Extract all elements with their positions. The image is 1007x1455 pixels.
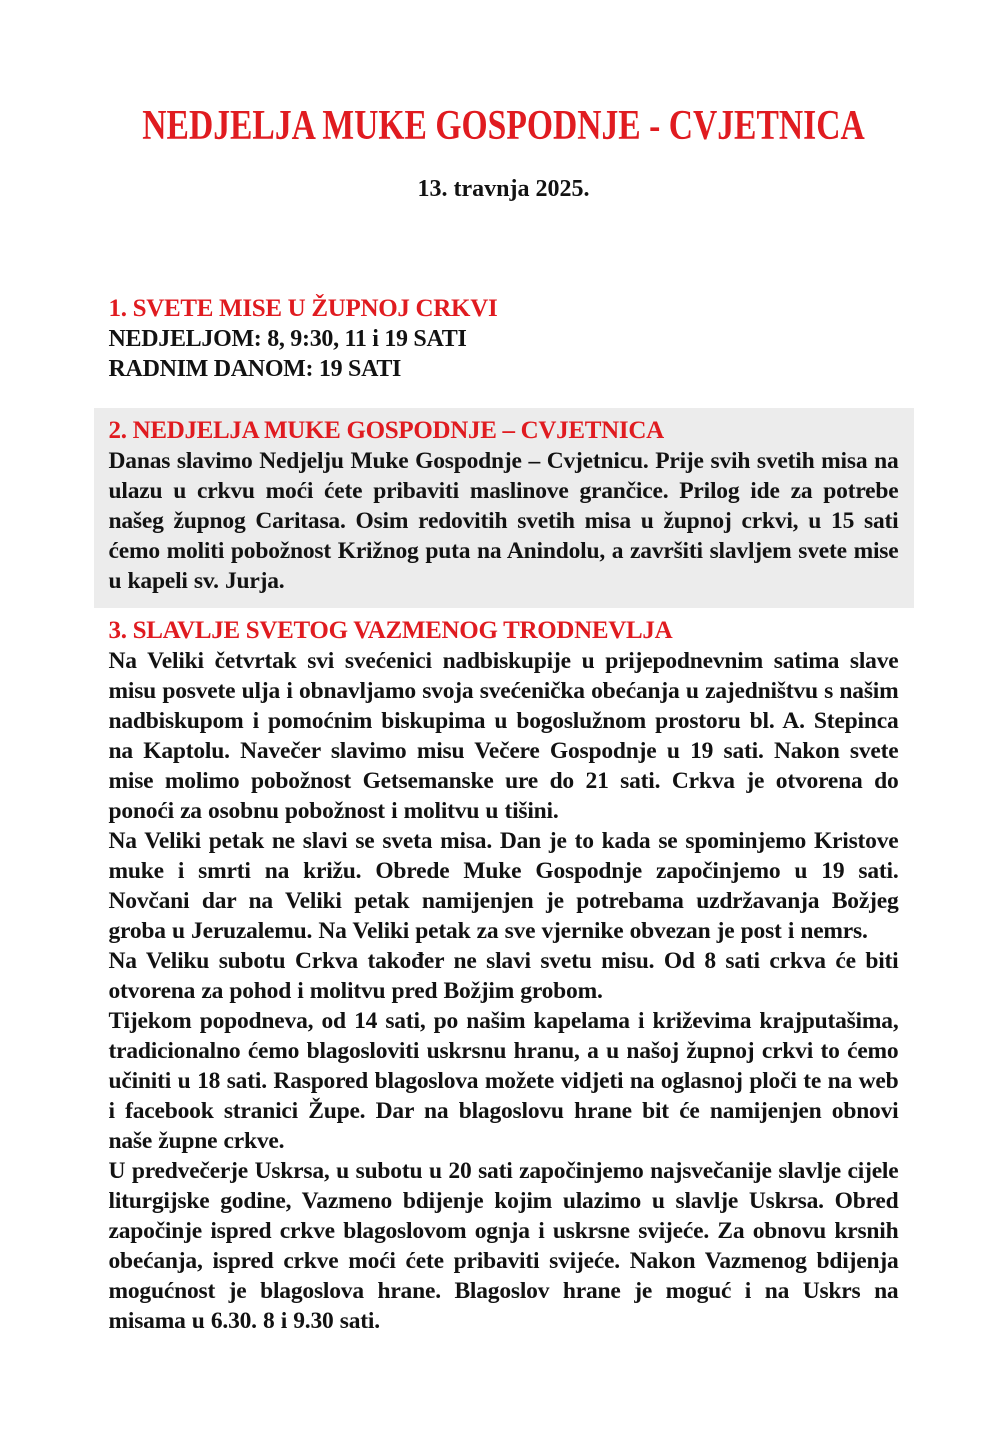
- weekday-mass-times: RADNIM DANOM: 19 SATI: [108, 356, 402, 382]
- section-palm-sunday-highlight: [94, 408, 914, 608]
- section-mass-schedule: [109, 294, 899, 384]
- document-body: [109, 294, 899, 1336]
- easter-vigil-paragraph: U predvečerje Uskrsa, u subotu u 20 sati započinjemo najsvečanije slavlje cijele liturgijske godine, Vazmeno bdijenje kojim ulazimo u slavlje Uskrsa. Obred započinje ispred crkve blagoslovom ognja i uskrsne svijeće. Za obnovu krsnih obećanja, ispred crkve moći ćete pribaviti svijeće. Nakon Vazmenog bdijenja mogućnost je blagoslova hrane. Blagoslov hrane je moguć i na Uskrs na misama u 6.30. 8 i 9.30 sati.: [108, 1158, 899, 1334]
- holy-saturday-paragraph: Na Veliku subotu Crkva također ne slavi svetu misu. Od 8 sati crkva će biti otvorena za pohod i molitvu pred Božjim grobom.: [108, 948, 899, 1004]
- holy-thursday-paragraph: Na Veliki četvrtak svi svećenici nadbiskupije u prijepodnevnim satima slave misu posvete ulja i obnavljamo svoja svećenička obećanja u zajedništvu s našim nadbiskupom i pomoćnim biskupima u bogoslužnom prostoru bl. A. Stepinca na Kaptolu. Navečer slavimo misu Večere Gospodnje u 19 sati. Nakon svete mise molimo pobožnost Getsemanske ure do 21 sati. Crkva je otvorena do ponoći za osobnu pobožnost i molitvu u tišini.: [108, 648, 899, 824]
- sunday-mass-times: NEDJELJOM: 8, 9:30, 11 i 19 SATI: [108, 326, 467, 352]
- section-1-heading: 1. SVETE MISE U ŽUPNOJ CRKVI: [108, 295, 498, 322]
- section-2-heading: 2. NEDJELJA MUKE GOSPODNJE – CVJETNICA: [108, 417, 664, 444]
- palm-sunday-paragraph: Danas slavimo Nedjelju Muke Gospodnje – Cvjetnicu. Prije svih svetih misa na ulazu u crkvu moći ćete pribaviti maslinove grančice. Prilog ide za potrebe našeg župnog Caritasa. Osim redovitih svetih misa u župnoj crkvi, u 15 sati ćemo moliti pobožnost Križnog puta na Anindolu, a završiti slavljem svete mise u kapeli sv. Jurja.: [108, 448, 899, 594]
- food-blessing-paragraph: Tijekom popodneva, od 14 sati, po našim kapelama i križevima krajputašima, tradicionalno ćemo blagosloviti uskrsnu hranu, a u našoj župnoj crkvi to ćemo učiniti u 18 sati. Raspored blagoslova možete vidjeti na oglasnoj ploči te na web i facebook stranici Župe. Dar na blagoslovu hrane bit će namijenjen obnovi naše župne crkve.: [108, 1008, 899, 1154]
- good-friday-paragraph: Na Veliki petak ne slavi se sveta misa. Dan je to kada se spominjemo Kristove muke i smrti na križu. Obrede Muke Gospodnje započinjemo u 19 sati. Novčani dar na Veliki petak namijenjen je potrebama uzdržavanja Božjeg groba u Jeruzalemu. Na Veliki petak za sve vjernike obvezan je post i nemrs.: [108, 828, 899, 944]
- document-date: 13. travnja 2025.: [417, 176, 590, 202]
- document-title: NEDJELJA MUKE GOSPODNJE - CVJETNICA: [142, 103, 865, 149]
- section-3-heading: 3. SLAVLJE SVETOG VAZMENOG TRODNEVLJA: [108, 617, 673, 644]
- section-easter-triduum: [109, 616, 899, 1336]
- title-area: [0, 0, 1007, 150]
